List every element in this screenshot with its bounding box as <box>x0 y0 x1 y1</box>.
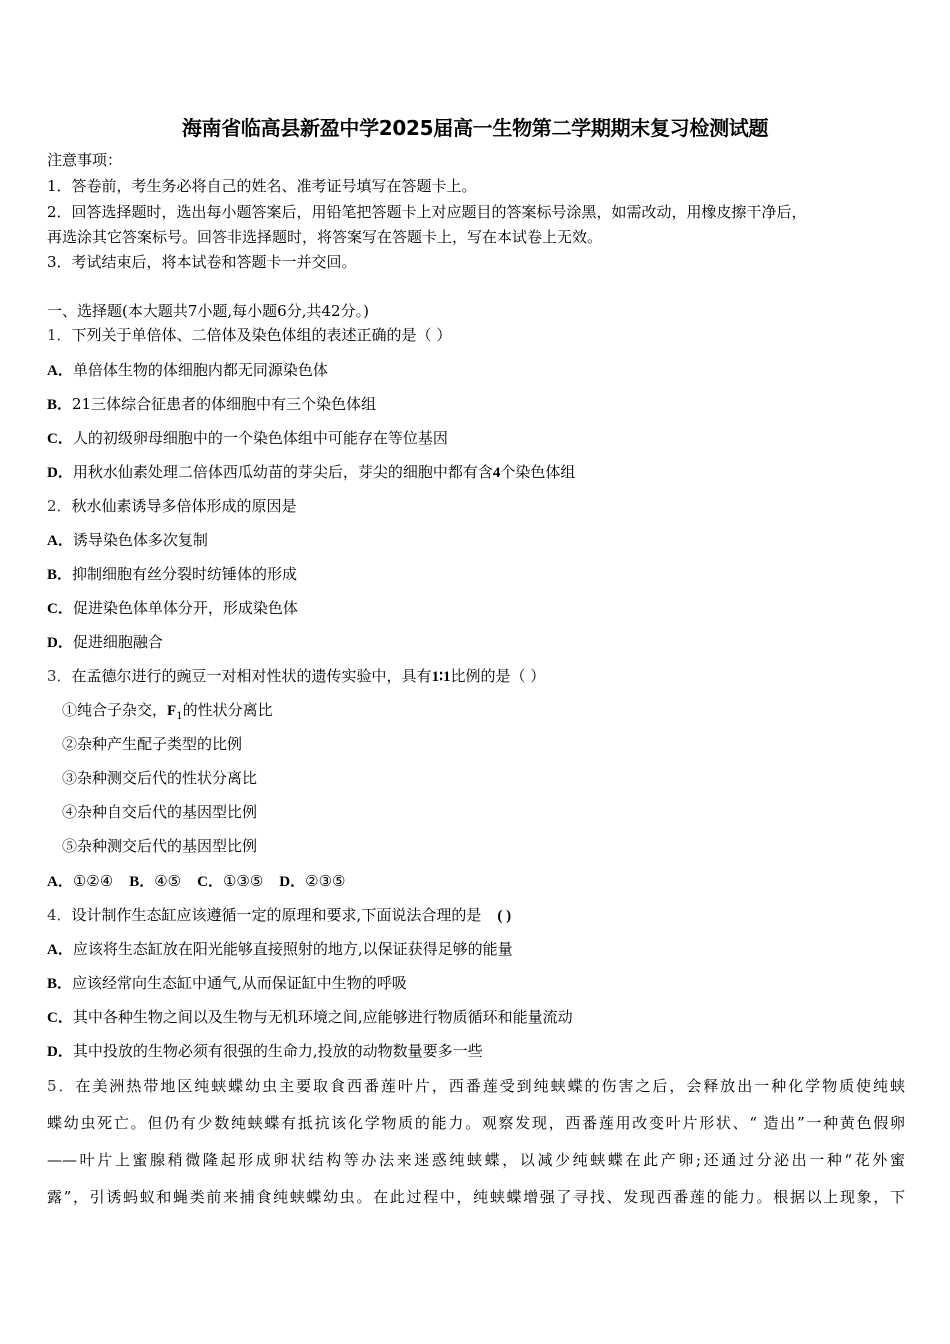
question-number: 2． <box>47 497 72 515</box>
option-text: 其中投放的生物必须有很强的生命力,投放的动物数量要多一些 <box>72 1042 483 1060</box>
q3-statement-1 <box>62 700 273 727</box>
question-5-line-1 <box>47 1076 905 1096</box>
q2-option-d <box>47 632 163 653</box>
q2-option-b <box>47 564 297 585</box>
option-label: B． <box>47 567 73 583</box>
question-5-line-3: ——叶片上蜜腺稍微隆起形成卵状结构等办法来迷惑纯蛱蝶，以减少纯蛱蝶在此产卵;还通过分泌出一种“花外蜜 <box>47 1151 905 1169</box>
option-label: D． <box>47 635 73 651</box>
option-label: B． <box>47 397 73 413</box>
option-text: 应该将生态缸放在阳光能够直接照射的地方,以保证获得足够的能量 <box>72 940 513 958</box>
question-stem: 下列关于单倍体、二倍体及染色体组的表述正确的是（ ） <box>71 326 452 344</box>
q3-statement-4: ④杂种自交后代的基因型比例 <box>62 803 258 821</box>
answer-paren: ( ) <box>497 908 512 924</box>
option-text: 促进染色体单体分开，形成染色体 <box>72 599 298 617</box>
q4-option-a <box>47 939 513 960</box>
question-number: 5． <box>47 1077 76 1095</box>
q3-options <box>47 871 345 892</box>
question-number: 4． <box>47 906 72 924</box>
question-text: 在美洲热带地区纯蛱蝶幼虫主要取食西番莲叶片，西番莲受到纯蛱蝶的伤害之后，会释放出一种化学物质使纯蛱 <box>75 1077 905 1095</box>
option-number: 4 <box>492 465 501 481</box>
question-number: 3． <box>47 667 72 685</box>
question-stem: 秋水仙素诱导多倍体形成的原因是 <box>71 497 297 515</box>
generation-subscript: 1 <box>176 711 183 722</box>
question-1 <box>47 325 451 345</box>
q3-statement-5: ⑤杂种测交后代的基因型比例 <box>62 837 258 855</box>
option-label: D． <box>47 1044 73 1060</box>
q3-statement-3: ③杂种测交后代的性状分离比 <box>62 769 258 787</box>
option-label: B． <box>129 874 155 890</box>
question-3 <box>47 666 545 687</box>
question-stem-end: 比例的是（ ） <box>450 667 546 685</box>
option-text: ②③⑤ <box>305 872 346 890</box>
question-5-line-2: 蝶幼虫死亡。但仍有少数纯蛱蝶有抵抗该化学物质的能力。观察发现，西番莲用改变叶片形状、“ 造出”一种黄色假卵 <box>47 1114 905 1132</box>
section-heading: 一、选择题(本大题共7小题,每小题6分,共42分。) <box>47 302 369 320</box>
statement-text-end: 的性状分离比 <box>182 701 273 719</box>
option-text: 21三体综合征患者的体细胞中有三个染色体组 <box>72 395 377 413</box>
option-text: ①②④ <box>72 872 114 890</box>
notice-item-3: 3．考试结束后，将本试卷和答题卡一并交回。 <box>47 253 357 271</box>
option-label: B． <box>47 976 73 992</box>
option-label: C． <box>47 1010 73 1026</box>
q1-option-b <box>47 394 376 415</box>
option-text: 应该经常向生态缸中通气,从而保证缸中生物的呼吸 <box>72 974 407 992</box>
question-stem: 设计制作生态缸应该遵循一定的原理和要求,下面说法合理的是 <box>71 906 482 924</box>
statement-text: ①纯合子杂交， <box>62 701 168 719</box>
option-label: C． <box>47 601 73 617</box>
option-text: 其中各种生物之间以及生物与无机环境之间,应能够进行物质循环和能量流动 <box>72 1008 573 1026</box>
q4-option-c <box>47 1007 573 1028</box>
ratio-value: 1∶1 <box>431 669 451 685</box>
option-text-end: 个染色体组 <box>500 463 576 481</box>
option-label: C． <box>197 874 223 890</box>
option-label: C． <box>47 431 73 447</box>
notice-item-1: 1．答卷前，考生务必将自己的姓名、准考证号填写在答题卡上。 <box>47 177 477 195</box>
option-text: 促进细胞融合 <box>72 633 163 651</box>
notice-item-2b: 再选涂其它答案标号。回答非选择题时，将答案写在答题卡上，写在本试卷上无效。 <box>47 228 603 246</box>
option-text: ④⑤ <box>154 872 182 890</box>
q1-option-c <box>47 428 448 449</box>
option-label: D． <box>279 874 306 890</box>
q4-option-b <box>47 973 407 994</box>
question-stem: 在孟德尔进行的豌豆一对相对性状的遗传实验中，具有 <box>71 667 432 685</box>
question-number: 1． <box>47 326 72 344</box>
option-text: 单倍体生物的体细胞内都无同源染色体 <box>72 361 328 379</box>
notice-item-2a: 2．回答选择题时，选出每小题答案后，用铅笔把答题卡上对应题目的答案标号涂黑，如需改动，用橡皮擦干净后， <box>47 203 807 221</box>
q1-option-a <box>47 360 328 381</box>
notice-heading: 注意事项： <box>47 151 123 169</box>
question-2 <box>47 496 297 516</box>
option-label: A． <box>47 942 73 958</box>
question-4 <box>47 905 511 926</box>
option-label: A． <box>47 533 73 549</box>
option-text: 诱导染色体多次复制 <box>72 531 208 549</box>
page-title: 海南省临高县新盈中学2025届高一生物第二学期期末复习检测试题 <box>181 116 769 140</box>
option-label: A． <box>47 363 73 379</box>
q4-option-d <box>47 1041 483 1062</box>
question-5-line-4: 露”，引诱蚂蚁和蝇类前来捕食纯蛱蝶幼虫。在此过程中，纯蛱蝶增强了寻找、发现西番莲的能力。根据以上现象，下 <box>47 1188 905 1206</box>
option-text: 用秋水仙素处理二倍体西瓜幼苗的芽尖后，芽尖的细胞中都有含 <box>72 463 493 481</box>
q2-option-a <box>47 530 208 551</box>
option-text: 抑制细胞有丝分裂时纺锤体的形成 <box>72 565 298 583</box>
q2-option-c <box>47 598 298 619</box>
generation-symbol: F <box>167 703 177 719</box>
option-text: 人的初级卵母细胞中的一个染色体组中可能存在等位基因 <box>72 429 448 447</box>
q1-option-d <box>47 462 575 483</box>
q3-statement-2: ②杂种产生配子类型的比例 <box>62 735 243 753</box>
option-label: D． <box>47 465 73 481</box>
option-text: ①③⑤ <box>222 872 264 890</box>
option-label: A． <box>47 874 73 890</box>
